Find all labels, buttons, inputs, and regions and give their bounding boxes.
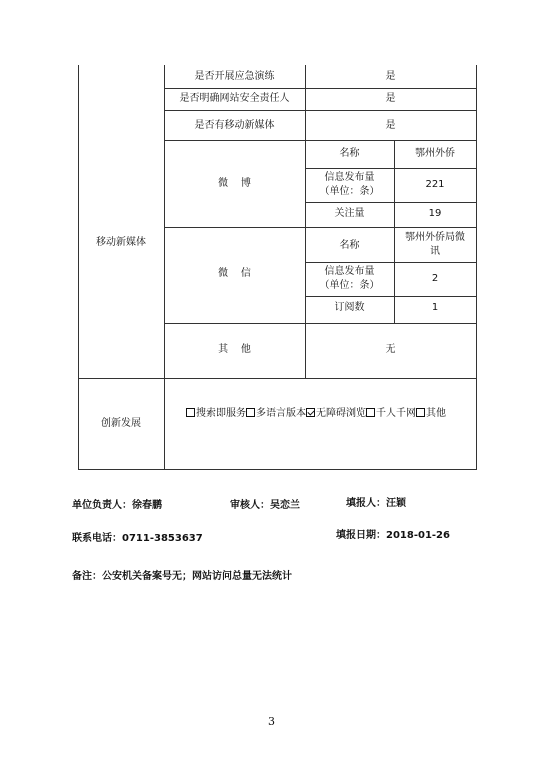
weibo-follow-value: 19	[428, 208, 442, 219]
table-rule	[164, 227, 477, 228]
table-border-left	[78, 65, 79, 470]
has-mobile-media-label: 是否有移动新媒体	[194, 120, 275, 131]
table-rule	[164, 110, 477, 111]
table-rule	[164, 140, 477, 141]
table-border-bottom	[78, 469, 477, 470]
innovation-options	[186, 408, 446, 420]
table-rule	[164, 323, 477, 324]
mobile-media-section-label: 移动新媒体	[96, 237, 146, 248]
wechat-sub-label: 订阅数	[334, 302, 365, 313]
contact-phone: 联系电话：0711-3853637	[72, 533, 203, 544]
table-divider-col1	[164, 65, 165, 378]
checkbox[interactable]	[246, 408, 255, 417]
emergency-drill-value: 是	[385, 71, 396, 82]
security-officer-value: 是	[385, 93, 396, 104]
option-label: 无障碍浏览	[316, 408, 366, 419]
option-label: 其他	[426, 408, 446, 419]
option-label: 搜索即服务	[196, 408, 246, 419]
weibo-posts-value: 221	[425, 179, 445, 190]
weibo-label: 微 博	[218, 178, 251, 189]
option-label: 千人千网	[376, 408, 416, 419]
security-officer-label: 是否明确网站安全责任人	[179, 93, 290, 104]
wechat-posts-label: 信息发布量	[324, 266, 375, 277]
table-rule	[164, 88, 477, 89]
weibo-follow-label: 关注量	[334, 208, 365, 219]
wechat-posts-value: 2	[431, 273, 439, 284]
checkbox-checked[interactable]	[306, 408, 315, 417]
emergency-drill-label: 是否开展应急演练	[194, 71, 275, 82]
checkbox[interactable]	[416, 408, 425, 417]
option-personalized[interactable]	[366, 408, 416, 419]
other-label: 其 他	[218, 344, 251, 355]
weibo-name-label: 名称	[339, 148, 360, 159]
table-divider-innovation	[164, 378, 165, 469]
option-accessibility[interactable]	[306, 408, 366, 419]
option-multilingual[interactable]	[246, 408, 306, 419]
wechat-name-value-cont: 讯	[430, 246, 440, 257]
table-border-right	[476, 65, 477, 470]
checkbox[interactable]	[366, 408, 375, 417]
wechat-sub-value: 1	[431, 302, 439, 313]
table-rule	[78, 378, 477, 379]
table-rule	[305, 202, 477, 203]
option-search-service[interactable]	[186, 408, 246, 419]
reviewer: 审核人：吴恋兰	[230, 500, 300, 511]
other-value: 无	[385, 344, 396, 355]
unit-head: 单位负责人：徐春鹏	[72, 500, 162, 511]
checkbox[interactable]	[186, 408, 195, 417]
page-number: 3	[268, 715, 275, 728]
wechat-posts-unit: （单位：条）	[319, 280, 380, 291]
table-rule	[305, 296, 477, 297]
innovation-label: 创新发展	[101, 418, 141, 429]
wechat-label: 微 信	[218, 268, 251, 279]
table-rule	[305, 262, 477, 263]
weibo-posts-unit: （单位：条）	[319, 186, 380, 197]
fill-date: 填报日期：2018-01-26	[336, 530, 450, 541]
option-other[interactable]	[416, 408, 446, 419]
wechat-name-label: 名称	[339, 240, 360, 251]
option-label: 多语言版本	[256, 408, 306, 419]
table-rule	[305, 168, 477, 169]
has-mobile-media-value: 是	[385, 120, 396, 131]
footer-note: 备注：公安机关备案号无；网站访问总量无法统计	[72, 571, 292, 582]
wechat-name-value: 鄂州外侨局微	[405, 232, 465, 243]
filler: 填报人：汪颖	[346, 498, 406, 509]
table-divider-col2a	[305, 65, 306, 378]
weibo-posts-label: 信息发布量	[324, 172, 375, 183]
weibo-name-value: 鄂州外侨	[415, 148, 455, 159]
